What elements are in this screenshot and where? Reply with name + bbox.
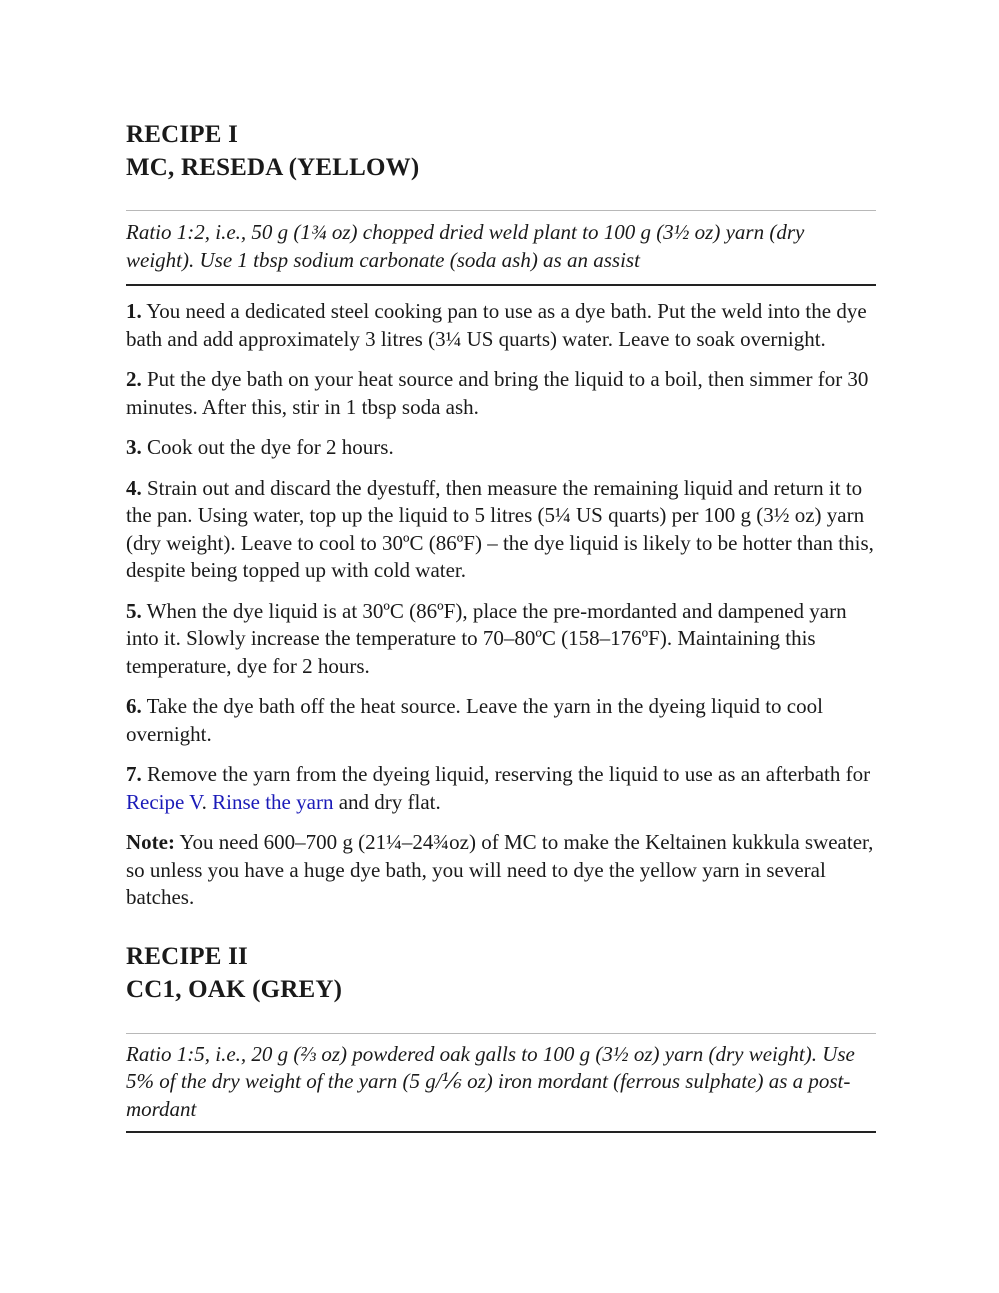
rinse-the-yarn-link[interactable]: Rinse the yarn [212,789,334,814]
step-number: 5. [126,598,142,623]
note [126,829,876,912]
step-number: 3. [126,435,142,459]
recipe-1-bottom-rule [126,284,876,286]
step-4 [126,475,876,585]
recipe-1-number: RECIPE I [126,121,239,148]
recipe-2-title: CC1, OAK (GREY) [126,975,343,1003]
recipe-2-bottom-rule [126,1131,876,1133]
recipe-2-top-rule [126,1033,876,1034]
step-text: and dry flat. [333,789,441,814]
step-text: Strain out and discard the dyestuff, then measure the remaining liquid and return it to the pan. Using water, top up the liquid to 5 litres (5¼ US quarts) per 100 g (3½ oz) yarn (dry weight). Leave to cool to 30ºC (86ºF) – the dye liquid is likely to be hotter than this, despite being topped up with cold water. [126,475,874,582]
step-1 [126,298,876,353]
step-text: You need a dedicated steel cooking pan to use as a dye bath. Put the weld into the dye bath and add approximately 3 litres (3¼ US quarts) water. Leave to soak overnight. [126,299,867,351]
step-text: . [201,789,213,814]
note-label: Note: [126,830,175,854]
recipe-v-link[interactable]: Recipe V [126,789,202,814]
document-page [126,118,876,1133]
step-number: 7. [126,762,142,786]
step-7 [126,761,876,816]
recipe-2-number: RECIPE II [126,942,248,970]
recipe-2-ratio: Ratio 1:5, i.e., 20 g (⅔ oz) powdered oak galls to 100 g (3½ oz) yarn (dry weight). Use 5% of the dry weight of the yarn (5 g/⅙ oz) iron mordant (ferrous sulphate) as a post-mordant [126,1041,855,1121]
step-number: 4. [126,475,142,500]
step-5 [126,598,876,681]
step-text: Remove the yarn from the dyeing liquid, reserving the liquid to use as an afterbath for [141,762,871,786]
recipe-1-top-rule [126,210,876,211]
step-text: Take the dye bath off the heat source. Leave the yarn in the dyeing liquid to cool overnight. [126,694,823,746]
recipe-1-title: MC, RESEDA (YELLOW) [126,154,420,181]
step-2 [126,366,876,421]
step-number: 2. [126,367,142,391]
step-text: Cook out the dye for 2 hours. [141,435,394,459]
recipe-2-heading [126,940,876,1006]
step-3 [126,434,876,462]
recipe-1-steps [126,298,876,912]
step-number: 1. [126,299,142,323]
note-text: You need 600–700 g (21¼–24¾oz) of MC to make the Keltainen kukkula sweater, so unless you have a huge dye bath, you will need to dye the yellow yarn in several batches. [126,830,874,909]
step-text: Put the dye bath on your heat source and bring the liquid to a boil, then simmer for 30 minutes. After this, stir in 1 tbsp soda ash. [126,367,869,419]
step-6 [126,693,876,748]
recipe-1-ratio: Ratio 1:2, i.e., 50 g (1¾ oz) chopped dried weld plant to 100 g (3½ oz) yarn (dry weight). Use 1 tbsp sodium carbonate (soda ash) as an assist [126,220,805,272]
step-text: When the dye liquid is at 30ºC (86ºF), place the pre-mordanted and dampened yarn into it. Slowly increase the temperature to 70–80ºC (158–176ºF). Maintaining this temperature, dye for 2 hours. [126,598,847,678]
recipe-1-heading [126,118,876,184]
step-number: 6. [126,694,142,718]
